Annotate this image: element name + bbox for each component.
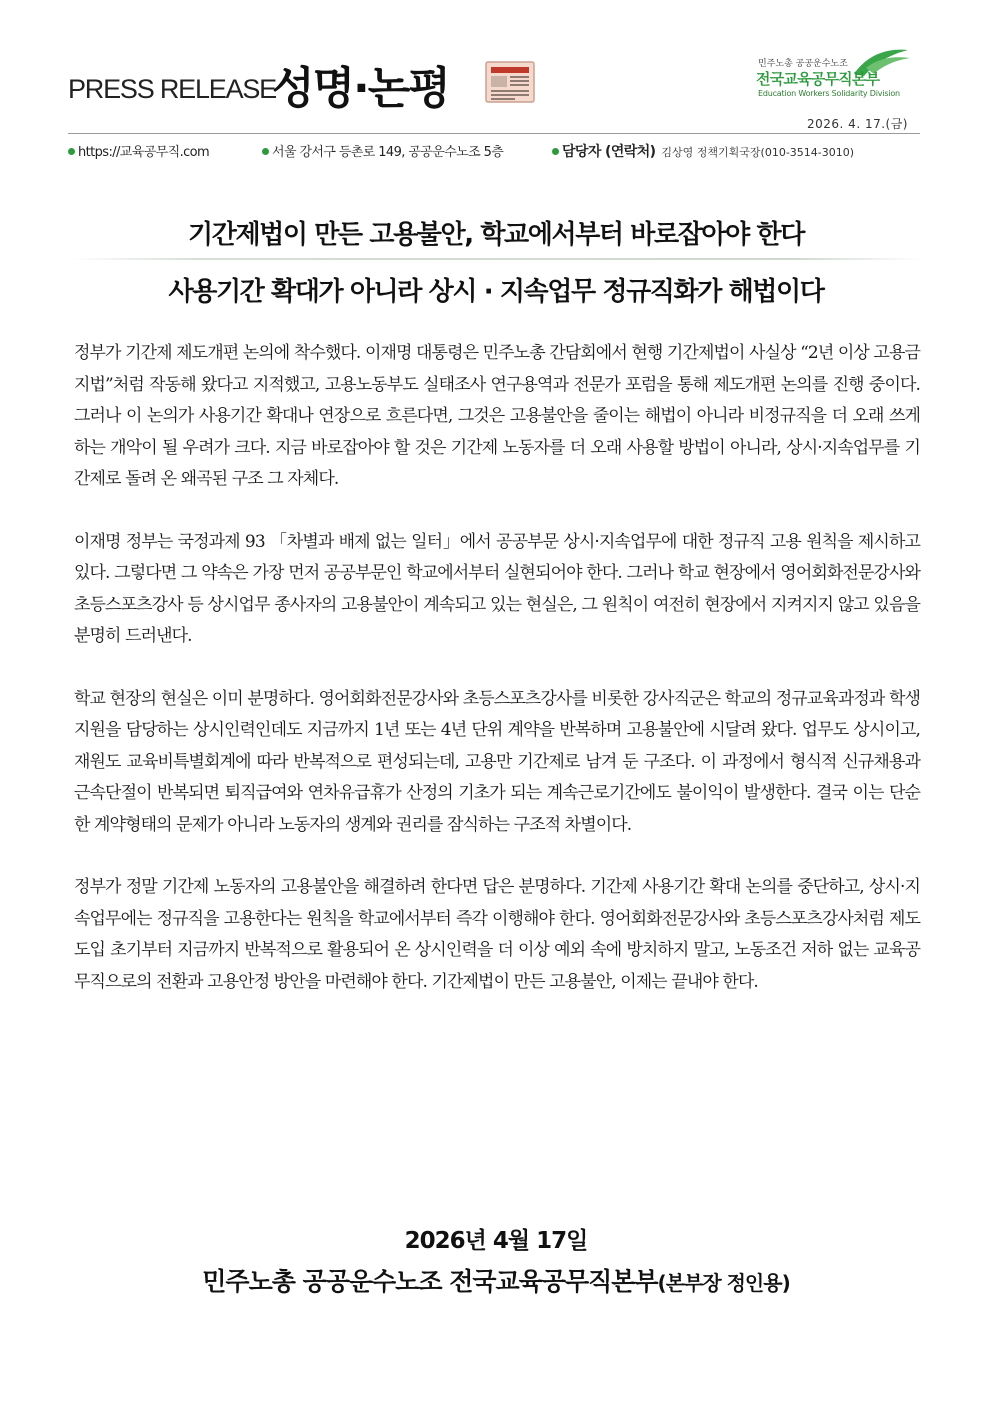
body-paragraph: 정부가 기간제 제도개편 논의에 착수했다. 이재명 대통령은 민주노총 간담회에서 현행 기간제법이 사실상 “2년 이상 고용금지법”처럼 작동해 왔다고 지적했고, 고용노동부도 실태조사 연구용역과 전문가 포럼을 통해 제도개편 논의를 진행 중이다. 그러나 이 논의가 사용기간 확대나 연장으로 흐른다면, 그것은 고용불안을 줄이는 해법이 아니라 비정규직을 더 오래 쓰게 하는 개악이 될 우려가 크다. 지금 바로잡아야 할 것은 기간제 노동자를 더 오래 사용할 방법이 아니라, 상시·지속업무를 기간제로 돌려 온 왜곡된 구조 그 자체다. <box>74 343 920 489</box>
press-release-label: PRESS RELEASE <box>68 74 276 104</box>
body-paragraph: 이재명 정부는 국정과제 93 「차별과 배제 없는 일터」에서 공공부문 상시·지속업무에 대한 정규직 고용 원칙을 제시하고 있다. 그렇다면 그 약속은 가장 먼저 공공부문인 학교에서부터 실현되어야 한다. 그러나 학교 현장에서 영어회화전문강사와 초등스포츠강사 등 상시업무 종사자의 고용불안이 계속되고 있는 현실은, 그 원칙이 여전히 현장에서 지켜지지 않고 있음을 분명히 드러낸다. <box>74 531 920 646</box>
contact-label: 담당자 (연락처) <box>562 144 656 160</box>
signature-head: (본부장 정인용) <box>657 1271 790 1295</box>
address-item <box>262 141 503 160</box>
body-paragraph: 학교 현장의 현실은 이미 분명하다. 영어회화전문강사와 초등스포츠강사를 비롯한 강사직군은 학교의 정규교육과정과 학생지원을 담당하는 상시인력인데도 지금까지 1년 또는 4년 단위 계약을 반복하며 고용불안에 시달려 왔다. 업무도 상시이고, 재원도 교육비특별회계에 따라 반복적으로 편성되는데, 고용만 기간제로 남겨 둔 구조다. 이 과정에서 형식적 신규채용과 근속단절이 반복되면 퇴직급여와 연차유급휴가 산정의 기초가 되는 계속근로기간에도 불이익이 발생한다. 결국 이는 단순한 계약형태의 문제가 아니라 노동자의 생계와 권리를 잠식하는 구조적 차별이다. <box>74 688 920 835</box>
newspaper-icon <box>484 60 536 104</box>
signature-org: 민주노총 공공운수노조 전국교육공무직본부 <box>202 1267 658 1296</box>
website-link[interactable]: https://교육공무직.com <box>78 145 210 160</box>
issue-date: 2026. 4. 17.(금) <box>807 117 908 131</box>
statement-body <box>74 338 920 1029</box>
address-text: 서울 강서구 등촌로 149, 공공운수노조 5층 <box>272 145 504 160</box>
contact-value: 김상영 정책기획국장(010-3514-3010) <box>661 146 855 159</box>
sub-headline: 사용기간 확대가 아니라 상시 · 지속업무 정규직화가 해법이다 <box>168 277 824 307</box>
header-divider <box>68 133 920 134</box>
bullet-dot-icon <box>68 148 75 155</box>
bullet-dot-icon <box>262 148 269 155</box>
website-item <box>68 141 209 160</box>
organization-logo <box>756 44 916 104</box>
org-division-name: 전국교육공무직본부 <box>756 70 880 88</box>
headline-divider <box>70 258 922 260</box>
org-union-name: 민주노총 공공운수노조 <box>758 59 848 69</box>
signature-date: 2026년 4월 17일 <box>404 1228 588 1254</box>
body-paragraph: 정부가 정말 기간제 노동자의 고용불안을 해결하려 한다면 답은 분명하다. 기간제 사용기간 확대 논의를 중단하고, 상시·지속업무에는 정규직을 고용한다는 원칙을 학교에서부터 즉각 이행해야 한다. 영어회화전문강사와 초등스포츠강사처럼 제도 도입 초기부터 지금까지 반복적으로 활용되어 온 상시인력을 더 이상 예외 속에 방치하지 말고, 노동조건 저하 없는 교육공무직으로의 전환과 고용안정 방안을 마련해야 한다. 기간제법이 만든 고용불안, 이제는 끝내야 한다. <box>74 877 920 992</box>
org-english-name: Education Workers Solidarity Division <box>758 89 900 98</box>
main-headline: 기간제법이 만든 고용불안, 학교에서부터 바로잡아야 한다 <box>188 220 804 250</box>
document-kind-title: 성명·논평 <box>272 63 449 114</box>
signature-block <box>0 1262 992 1298</box>
bullet-dot-icon <box>552 148 559 155</box>
contact-item <box>552 141 854 161</box>
